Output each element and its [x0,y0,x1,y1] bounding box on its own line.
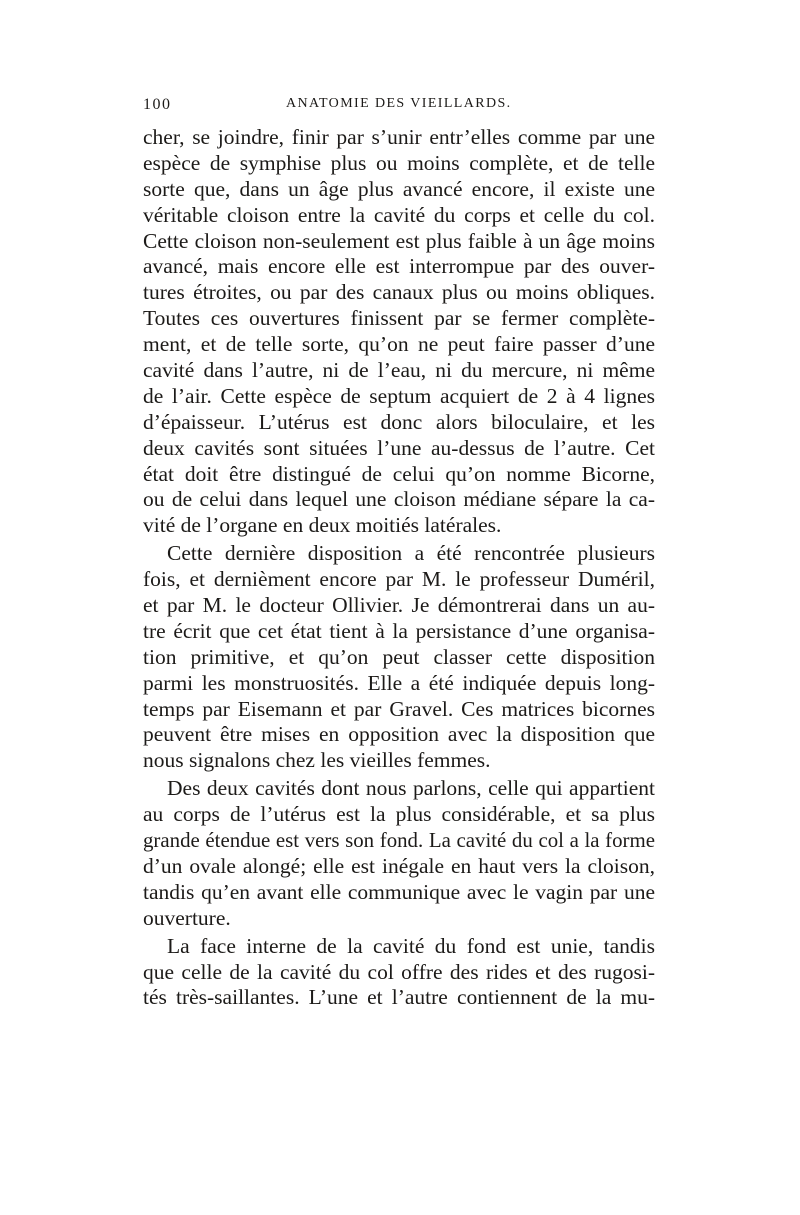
running-title: ANATOMIE DES VIEILLARDS. [286,96,512,111]
paragraph-4 [143,934,655,1012]
text-line: tandis qu’en avant elle communique avec le vagin par une [143,879,655,904]
paragraph-2 [143,541,655,774]
text-line: grande étendue est vers son fond. La cavité du col a la forme [143,828,655,853]
text-line: tures étroites, ou par des canaux plus ou moins obliques. [143,280,655,305]
text-line: tre écrit que cet état tient à la persistance d’une organisa- [143,618,655,643]
text-line: peuvent être mises en opposition avec la disposition que [143,722,655,747]
text-line: Toutes ces ouvertures finissent par se fermer complète- [143,306,655,331]
text-line: cavité dans l’autre, ni de l’eau, ni du mercure, ni même [143,358,655,383]
text-line: tion primitive, et qu’on peut classer cette disposition [143,644,655,669]
paragraph-1 [143,125,655,539]
text-line: espèce de symphise plus ou moins complète, et de telle [143,150,655,175]
text-line: Des deux cavités dont nous parlons, celle qui appartient [167,776,655,801]
text-line: avancé, mais encore elle est interrompue par des ouver- [143,254,655,279]
text-line: véritable cloison entre la cavité du corps et celle du col. [143,202,655,227]
text-line: fois, et dernièment encore par M. le professeur Duméril, [143,567,655,592]
text-line: vité de l’organe en deux moitiés latérales. [143,513,502,538]
text-line: deux cavités sont situées l’une au-dessus de l’autre. Cet [143,435,655,460]
text-line: ou de celui dans lequel une cloison médiane sépare la ca- [143,487,655,512]
text-line: au corps de l’utérus est la plus considérable, et sa plus [143,802,655,827]
text-line: d’un ovale alongé; elle est inégale en haut vers la cloison, [143,853,655,878]
paragraph-3 [143,776,655,931]
text-line: cher, se joindre, finir par s’unir entr’elles comme par une [143,125,655,149]
text-line: et par M. le docteur Ollivier. Je démontrerai dans un au- [143,593,655,618]
text-line: Cette cloison non-seulement est plus faible à un âge moins [143,228,655,253]
text-line: ment, et de telle sorte, qu’on ne peut faire passer d’une [143,332,655,357]
text-line: parmi les monstruosités. Elle a été indiquée depuis long- [143,670,655,695]
text-line: état doit être distingué de celui qu’on nomme Bicorne, [143,461,655,486]
text-line: temps par Eisemann et par Gravel. Ces matrices bicornes [143,696,655,721]
text-line: de l’air. Cette espèce de septum acquiert de 2 à 4 lignes [143,383,655,408]
page-number: 100 [143,96,172,113]
text-line: tés très-saillantes. L’une et l’autre contiennent de la mu- [143,985,655,1010]
text-line: ouverture. [143,905,231,930]
text-line: sorte que, dans un âge plus avancé encore, il existe une [143,176,655,201]
text-line: que celle de la cavité du col offre des rides et des rugosi- [143,959,655,984]
body-text [143,125,655,1011]
text-line: Cette dernière disposition a été rencontrée plusieurs [167,541,655,566]
text-line: d’épaisseur. L’utérus est donc alors biloculaire, et les [143,409,655,434]
text-line: nous signalons chez les vieilles femmes. [143,748,491,773]
running-head [143,96,655,116]
text-line: La face interne de la cavité du fond est unie, tandis [167,933,655,958]
